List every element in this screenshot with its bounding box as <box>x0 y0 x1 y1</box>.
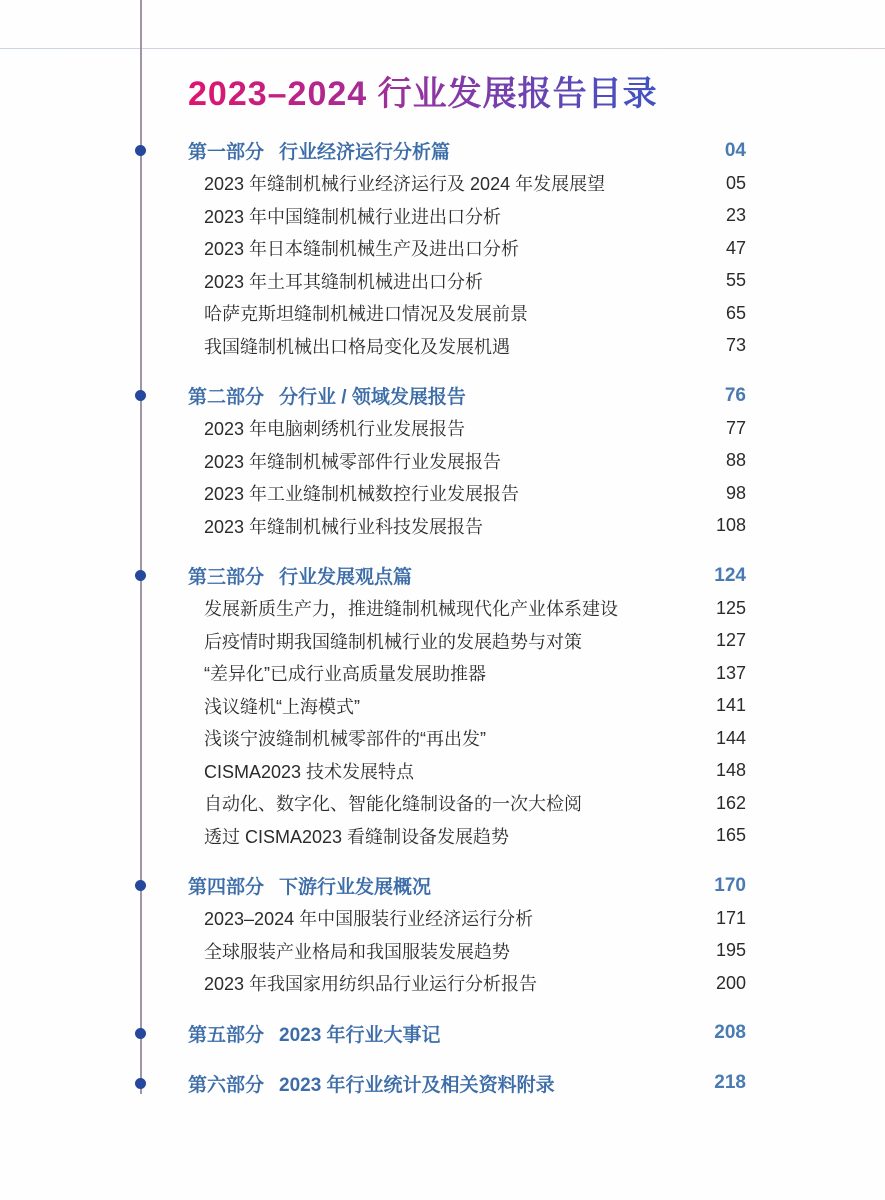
toc-section-title: 行业发展观点篇 <box>279 567 413 588</box>
toc-item <box>188 935 746 968</box>
toc-section-header <box>188 379 746 412</box>
toc-item-page: 165 <box>715 825 746 846</box>
section-bullet-icon <box>135 1078 146 1089</box>
section-bullet-icon <box>135 145 146 156</box>
toc-item-title: 全球服装产业格局和我国服装发展趋势 <box>204 941 510 962</box>
toc-section-page: 208 <box>714 1022 746 1043</box>
toc-item-page: 88 <box>725 450 746 471</box>
toc-item-title: 发展新质生产力，推进缝制机械现代化产业体系建设 <box>204 599 618 620</box>
toc-item-page: 77 <box>725 417 746 438</box>
section-bullet-icon <box>135 880 146 891</box>
toc-item-page: 148 <box>715 760 746 781</box>
toc-item <box>188 967 746 1000</box>
toc-item <box>188 820 746 853</box>
toc-section-page: 218 <box>714 1072 746 1093</box>
toc-section <box>188 379 746 542</box>
toc-section-part: 第六部分 <box>188 1074 265 1096</box>
toc-item <box>188 297 746 330</box>
toc-section-part: 第二部分 <box>188 387 265 408</box>
toc-item-title: 哈萨克斯坦缝制机械进口情况及发展前景 <box>204 304 528 325</box>
toc-section-part: 第五部分 <box>188 1024 265 1046</box>
toc-item-title: 浅议缝机“上海模式” <box>204 696 360 717</box>
toc-item <box>188 657 746 690</box>
toc-item-title: 2023 年我国家用纺织品行业运行分析报告 <box>204 974 538 995</box>
toc-item-title: 2023 年工业缝制机械数控行业发展报告 <box>204 484 520 505</box>
toc-item-page: 55 <box>725 270 746 291</box>
toc-section <box>188 559 746 852</box>
toc-section-part: 第四部分 <box>188 877 265 898</box>
toc-section-header <box>188 559 746 592</box>
toc-item <box>188 412 746 445</box>
toc-item <box>188 510 746 543</box>
toc-item-page: 23 <box>725 205 746 226</box>
toc-item <box>188 167 746 200</box>
toc-item <box>188 755 746 788</box>
toc-item-title: 2023 年日本缝制机械生产及进出口分析 <box>204 239 520 260</box>
toc-section-header <box>188 869 746 902</box>
toc-item-page: 171 <box>715 907 746 928</box>
toc-section-page: 170 <box>714 874 746 896</box>
toc-section-page: 04 <box>724 139 746 161</box>
toc-section-title: 2023 年行业统计及相关资料附录 <box>279 1074 555 1096</box>
toc-item-page: 73 <box>725 335 746 356</box>
toc-item-title: 2023–2024 年中国服装行业经济运行分析 <box>204 909 534 930</box>
toc-item <box>188 232 746 265</box>
toc-item-title: 2023 年中国缝制机械行业进出口分析 <box>204 206 502 227</box>
toc-item-page: 47 <box>725 237 746 258</box>
toc-item-title: 2023 年电脑刺绣机行业发展报告 <box>204 419 466 440</box>
toc-item <box>188 722 746 755</box>
toc-item-title: “差异化”已成行业高质量发展助推器 <box>204 664 486 685</box>
toc-item <box>188 200 746 233</box>
toc-section-title: 行业经济运行分析篇 <box>279 142 451 163</box>
toc-item <box>188 902 746 935</box>
toc-item-page: 127 <box>715 630 746 651</box>
toc-item <box>188 445 746 478</box>
toc-section-header <box>188 134 746 167</box>
left-vertical-rule <box>140 0 142 1094</box>
toc-section-page: 76 <box>724 384 746 406</box>
toc-item <box>188 330 746 363</box>
toc-item-page: 195 <box>715 940 746 961</box>
section-bullet-icon <box>135 1028 146 1039</box>
toc-item-title: 后疫情时期我国缝制机械行业的发展趋势与对策 <box>204 631 582 652</box>
section-bullet-icon <box>135 570 146 581</box>
toc-item-title: 2023 年土耳其缝制机械进出口分析 <box>204 271 484 292</box>
toc-item-page: 162 <box>715 792 746 813</box>
toc-item-title: 我国缝制机械出口格局变化及发展机遇 <box>204 336 510 357</box>
toc-item-title: 浅谈宁波缝制机械零部件的“再出发” <box>204 729 486 750</box>
toc-section <box>188 869 746 1000</box>
toc-section-header <box>188 1017 746 1050</box>
toc-item-page: 141 <box>715 695 746 716</box>
toc-section <box>188 1017 746 1050</box>
section-bullet-icon <box>135 390 146 401</box>
toc-item-page: 108 <box>715 515 746 536</box>
toc-section-title: 下游行业发展概况 <box>279 877 432 898</box>
toc-item-page: 05 <box>725 172 746 193</box>
toc-item-title: CISMA2023 技术发展特点 <box>204 761 415 782</box>
toc-item <box>188 690 746 723</box>
toc-section-header <box>188 1067 746 1100</box>
toc-item-page: 125 <box>715 597 746 618</box>
toc-page <box>188 0 746 1117</box>
toc-item <box>188 625 746 658</box>
toc-section-page: 124 <box>714 564 746 586</box>
toc-item-page: 144 <box>715 727 746 748</box>
toc-item-page: 137 <box>715 662 746 683</box>
page-title: 2023–2024 行业发展报告目录 <box>188 0 658 114</box>
toc-section <box>188 134 746 362</box>
toc-section <box>188 1067 746 1100</box>
toc-item-title: 2023 年缝制机械行业科技发展报告 <box>204 516 484 537</box>
toc-item-title: 2023 年缝制机械零部件行业发展报告 <box>204 451 502 472</box>
toc-item-page: 65 <box>725 302 746 323</box>
toc-section-title: 分行业 / 领域发展报告 <box>279 387 466 408</box>
toc-item-title: 自动化、数字化、智能化缝制设备的一次大检阅 <box>204 794 582 815</box>
toc-section-part: 第三部分 <box>188 567 265 588</box>
toc-item <box>188 592 746 625</box>
table-of-contents <box>188 134 746 1100</box>
toc-item <box>188 787 746 820</box>
toc-item <box>188 265 746 298</box>
toc-item <box>188 477 746 510</box>
toc-section-part: 第一部分 <box>188 142 265 163</box>
toc-section-title: 2023 年行业大事记 <box>279 1024 441 1046</box>
toc-item-title: 透过 CISMA2023 看缝制设备发展趋势 <box>204 826 510 847</box>
toc-item-page: 98 <box>725 482 746 503</box>
toc-item-title: 2023 年缝制机械行业经济运行及 2024 年发展展望 <box>204 174 606 195</box>
toc-item-page: 200 <box>715 972 746 993</box>
